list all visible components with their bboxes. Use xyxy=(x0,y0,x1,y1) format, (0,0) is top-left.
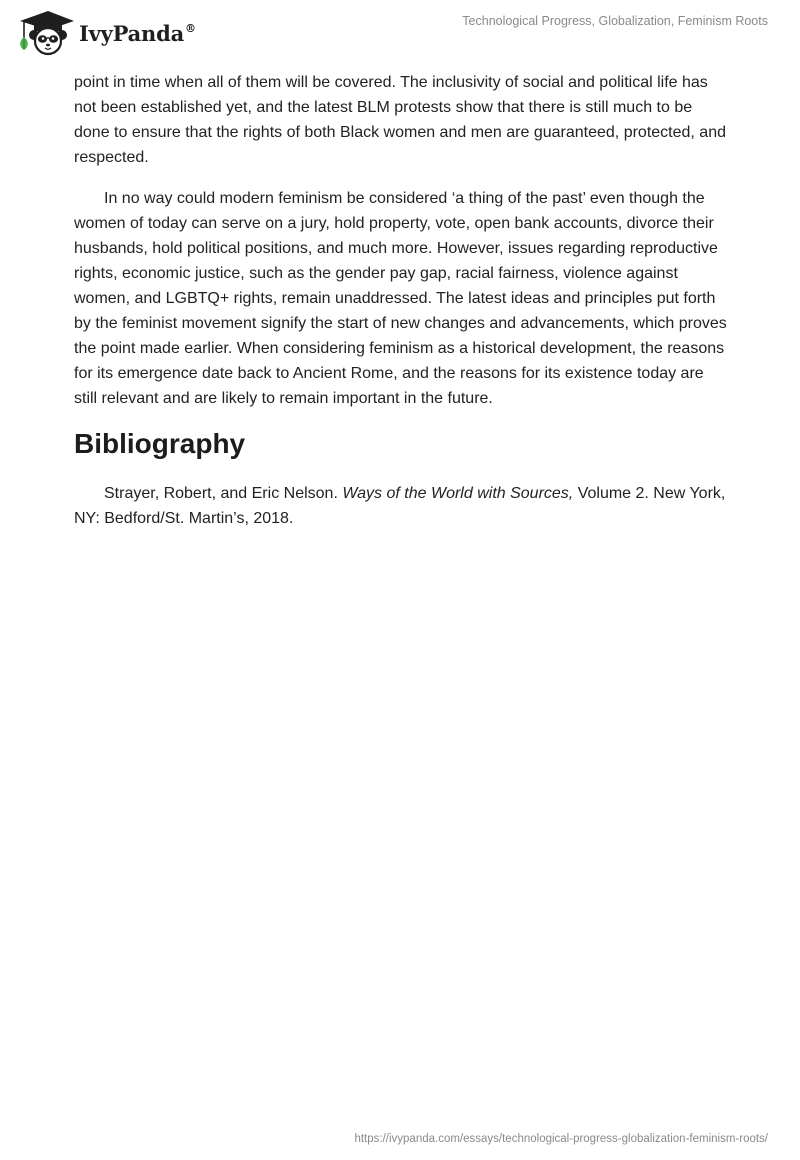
logo-wordmark: IvyPanda® xyxy=(79,21,196,46)
citation-details: Volume 2. New York, NY: Bedford/St. Martin’s, 2018. xyxy=(74,485,726,527)
registered-mark: ® xyxy=(185,22,196,35)
paragraph-continuation: point in time when all of them will be covered. The inclusivity of social and political life has not been established yet, and the latest BLM protests show that there is still much to be done to ensure that the rights of both Black women and men are guaranteed, protected, and respected. xyxy=(74,74,726,166)
citation-title: Ways of the World with Sources, xyxy=(342,485,574,502)
bibliography-heading: Bibliography xyxy=(74,428,246,459)
paragraph-feminism: In no way could modern feminism be considered ‘a thing of the past’ even though the women of today can serve on a jury, hold property, vote, open bank accounts, divorce their husbands, hold political positions, and much more. However, issues regarding reproductive rights, economic justice, such as the gender pay gap, racial fairness, violence against women, and LGBTQ+ rights, remain unaddressed. The latest ideas and principles put forth by the feminist movement signify the start of new changes and advancements, which proves the point made earlier. When considering feminism as a historical development, the reasons for its emergence date back to Ancient Rome, and the reasons for its existence today are still relevant and are likely to remain important in the future. xyxy=(74,190,727,407)
citation-authors: Strayer, Robert, and Eric Nelson. xyxy=(104,485,338,502)
ivypanda-logo[interactable] xyxy=(14,8,194,56)
bibliography-entry xyxy=(74,481,730,531)
page-header xyxy=(0,0,800,60)
panda-graduate-icon xyxy=(14,8,76,56)
source-url[interactable]: https://ivypanda.com/essays/technological-progress-globalization-feminism-roots/ xyxy=(354,1133,768,1145)
document-body xyxy=(74,70,730,547)
document-title: Technological Progress, Globalization, Feminism Roots xyxy=(462,14,768,28)
